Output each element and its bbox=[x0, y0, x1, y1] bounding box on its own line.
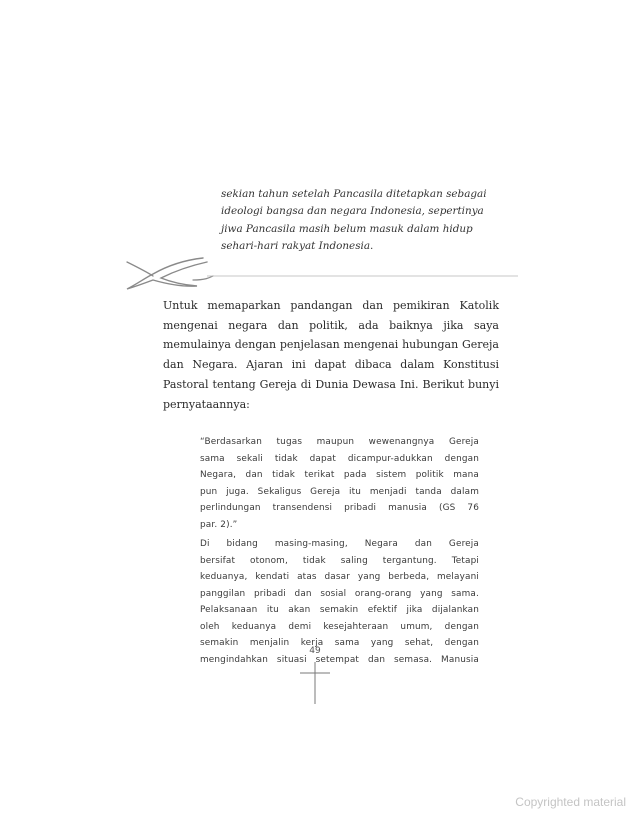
quote-line: pun juga. Sekaligus Gereja itu menjadi tanda dalam bbox=[200, 486, 479, 497]
pull-quote-line: sekian tahun setelah Pancasila ditetapkan sebagai bbox=[221, 188, 487, 200]
quote-line: mengindahkan situasi setempat dan semasa. Manusia bbox=[200, 654, 479, 665]
quote-line: Pelaksanaan itu akan semakin efektif jika dijalankan bbox=[200, 605, 479, 615]
body-line: mengenai negara dan politik, ada baiknya jika saya bbox=[163, 318, 499, 332]
quote-line: bersifat otonom, tidak saling tergantung. Tetapi bbox=[200, 555, 479, 566]
cross-icon bbox=[300, 662, 330, 704]
quote-line: sama sekali tidak dapat dicampur-adukkan dengan bbox=[200, 453, 479, 464]
body-paragraph bbox=[163, 296, 499, 414]
block-quote bbox=[200, 434, 479, 668]
quote-line: Negara, dan tidak terikat pada sistem politik mana bbox=[200, 470, 479, 480]
ichthys-fish-icon bbox=[123, 256, 518, 292]
quote-line: panggilan pribadi dan sosial orang-orang yang sama. bbox=[200, 588, 479, 599]
page-number: 49 bbox=[309, 646, 321, 656]
body-line: memulainya dengan penjelasan mengenai hubungan Gereja bbox=[163, 338, 499, 352]
quote-line: Di bidang masing-masing, Negara dan Gereja bbox=[200, 539, 479, 549]
quote-line: keduanya, kendati atas dasar yang berbeda, melayani bbox=[200, 572, 479, 582]
quote-line: “Berdasarkan tugas maupun wewenangnya Gereja bbox=[200, 437, 479, 447]
quote-line: perlindungan transendensi pribadi manusia (GS 76 bbox=[200, 503, 479, 513]
copyright-watermark: Copyrighted material bbox=[515, 795, 626, 809]
pull-quote bbox=[221, 186, 501, 255]
pull-quote-line: jiwa Pancasila masih belum masuk dalam hidup bbox=[221, 222, 473, 235]
block-quote-paragraph bbox=[200, 536, 479, 668]
body-line: pernyataannya: bbox=[163, 397, 250, 411]
body-line: dan Negara. Ajaran ini dapat dibaca dalam Konstitusi bbox=[163, 358, 499, 372]
quote-line: par. 2).” bbox=[200, 519, 238, 530]
pull-quote-line: sehari-hari rakyat Indonesia. bbox=[221, 239, 374, 252]
body-line: Pastoral tentang Gereja di Dunia Dewasa Ini. Berikut bunyi bbox=[163, 377, 499, 391]
block-quote-paragraph bbox=[200, 434, 479, 533]
body-line: Untuk memaparkan pandangan dan pemikiran Katolik bbox=[163, 299, 499, 312]
quote-line: oleh keduanya demi kesejahteraan umum, dengan bbox=[200, 621, 479, 632]
pull-quote-line: ideologi bangsa dan negara Indonesia, sepertinya bbox=[221, 205, 484, 218]
quote-line: semakin menjalin kerja sama yang sehat, dengan bbox=[200, 638, 479, 648]
